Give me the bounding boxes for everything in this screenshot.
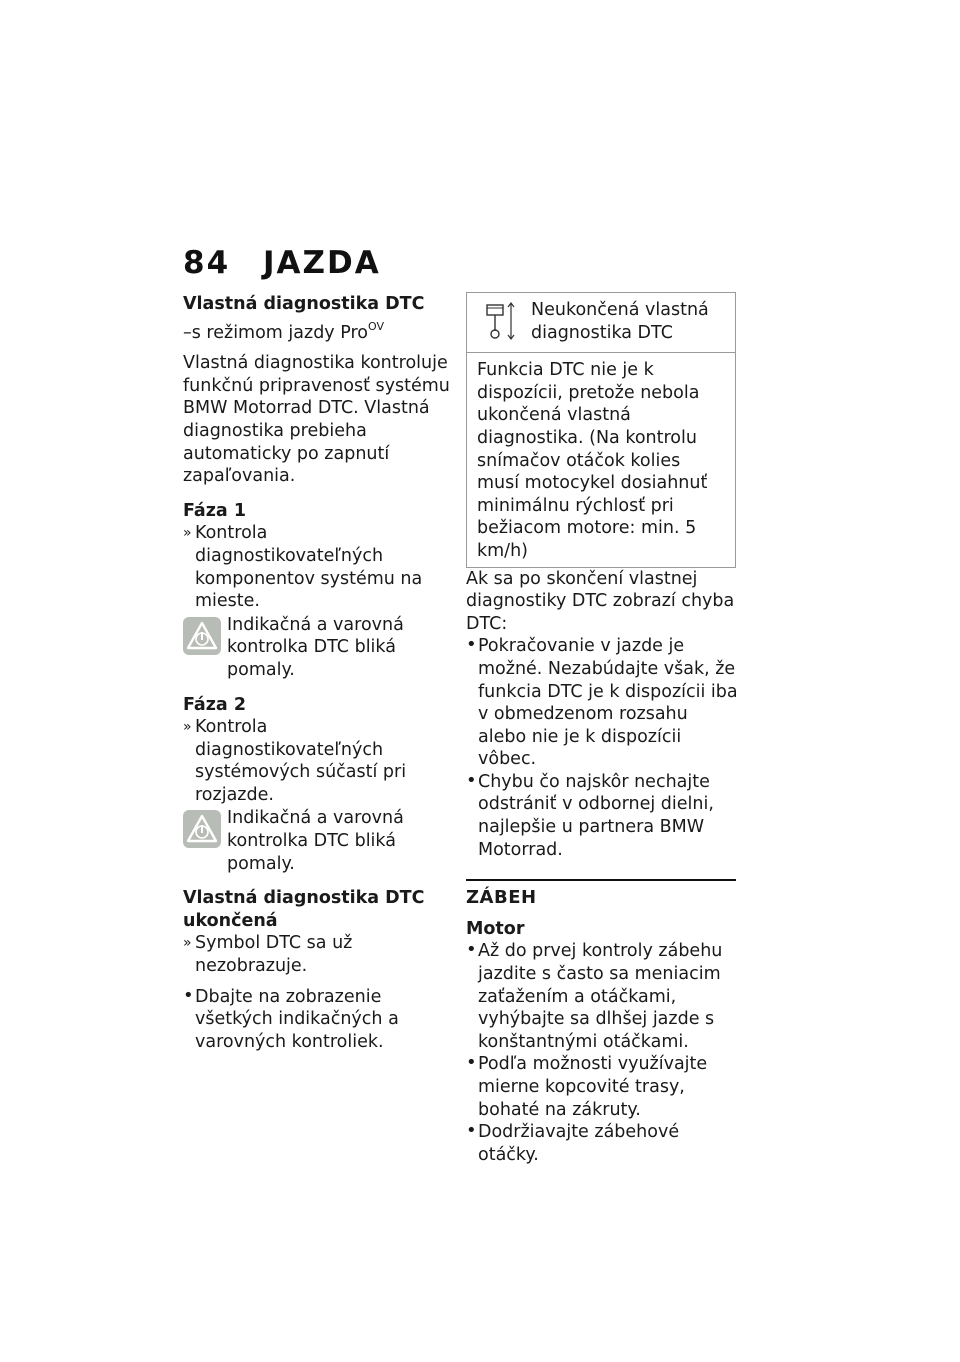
motor-bullet-3: • Dodržiavajte zábehové otáčky. bbox=[466, 1120, 680, 1165]
section-subtitle: –s režimom jazdy Pro$^{OV}$ bbox=[183, 319, 384, 343]
chapter-title: JAZDA bbox=[263, 245, 381, 281]
section-title-self-diagnosis: Vlastná diagnostika DTC bbox=[183, 294, 425, 314]
bullet-marker: • bbox=[466, 1120, 477, 1142]
error-bullet-1: • Pokračovanie v jazde je možné. Nezabúdajte však, že funkcia DTC je k dispozícii iba v obmedzenom rozsahu alebo nie je k dispozícii vôbec. bbox=[466, 634, 738, 770]
completed-step: » Symbol DTC sa už nezobrazuje. bbox=[183, 933, 353, 977]
phase2-title: Fáza 2 bbox=[183, 694, 247, 715]
bullet-marker: • bbox=[466, 1052, 477, 1074]
completed-bullet: • Dbajte na zobrazenie všetkých indikačných a varovných kontroliek. bbox=[183, 984, 399, 1052]
right-column bbox=[466, 293, 738, 1166]
left-column bbox=[183, 293, 453, 1053]
page-number: 84 bbox=[183, 245, 231, 281]
phase1-warning: Indikačná a varovná kontrolka DTC bliká pomaly. bbox=[183, 614, 453, 682]
completed-title: Vlastná diagnostika DTC ukončená bbox=[183, 888, 425, 931]
intro-paragraph: Vlastná diagnostika kontroluje funkčnú pripravenosť systému BMW Motorrad DTC. Vlastná diagnostika prebieha automaticky po zapnutí zapaľovania. bbox=[183, 353, 450, 487]
warning-light-icon bbox=[183, 810, 221, 848]
page-header bbox=[183, 245, 381, 281]
error-bullet-2: • Chybu čo najskôr nechajte odstrániť v odbornej dielni, najlepšie u partnera BMW Motorrad. bbox=[466, 769, 714, 860]
motor-title: Motor bbox=[466, 918, 525, 939]
warning-light-icon bbox=[183, 617, 221, 655]
bullet-marker: • bbox=[466, 634, 477, 656]
motor-bullet-1: • Až do prvej kontroly zábehu jazdite s často sa meniacim zaťažením a otáčkami, vyhýbajte sa dlhšej jazde s konštantnými otáčkami. bbox=[466, 939, 723, 1052]
bullet-marker: • bbox=[466, 939, 477, 961]
piston-icon bbox=[481, 299, 521, 343]
option-superscript: OV bbox=[367, 319, 384, 333]
step-marker: » bbox=[183, 525, 192, 542]
notice-box bbox=[466, 292, 736, 568]
step-marker: » bbox=[183, 935, 192, 952]
phase2-warning: Indikačná a varovná kontrolka DTC bliká pomaly. bbox=[183, 807, 453, 875]
phase2-step: » Kontrola diagnostikovateľných systémových súčastí pri rozjazde. bbox=[183, 717, 407, 805]
section-title-break-in: ZÁBEH bbox=[466, 887, 537, 909]
phase1-step: » Kontrola diagnostikovateľných komponentov systému na mieste. bbox=[183, 523, 423, 612]
bullet-marker: • bbox=[466, 769, 477, 791]
after-box-paragraph: Ak sa po skončení vlastnej diagnostiky DTC zobrazí chyba DTC: bbox=[466, 568, 735, 634]
motor-bullet-2: • Podľa možnosti využívajte mierne kopcovité trasy, bohaté na zákruty. bbox=[466, 1052, 708, 1120]
notice-box-header bbox=[467, 293, 735, 353]
notice-box-title: Neukončená vlastná diagnostika DTC bbox=[531, 300, 709, 343]
bullet-marker: • bbox=[183, 984, 194, 1006]
step-marker: » bbox=[183, 719, 192, 736]
phase1-title: Fáza 1 bbox=[183, 500, 247, 521]
notice-box-body: Funkcia DTC nie je k dispozícii, pretože nebola ukončená vlastná diagnostika. (Na kontrolu snímačov otáčok kolies musí motocykel dosiahnuť minimálnu rýchlosť pri bežiacom motore: min. 5 km/h) bbox=[477, 360, 708, 561]
section-divider bbox=[466, 879, 736, 881]
